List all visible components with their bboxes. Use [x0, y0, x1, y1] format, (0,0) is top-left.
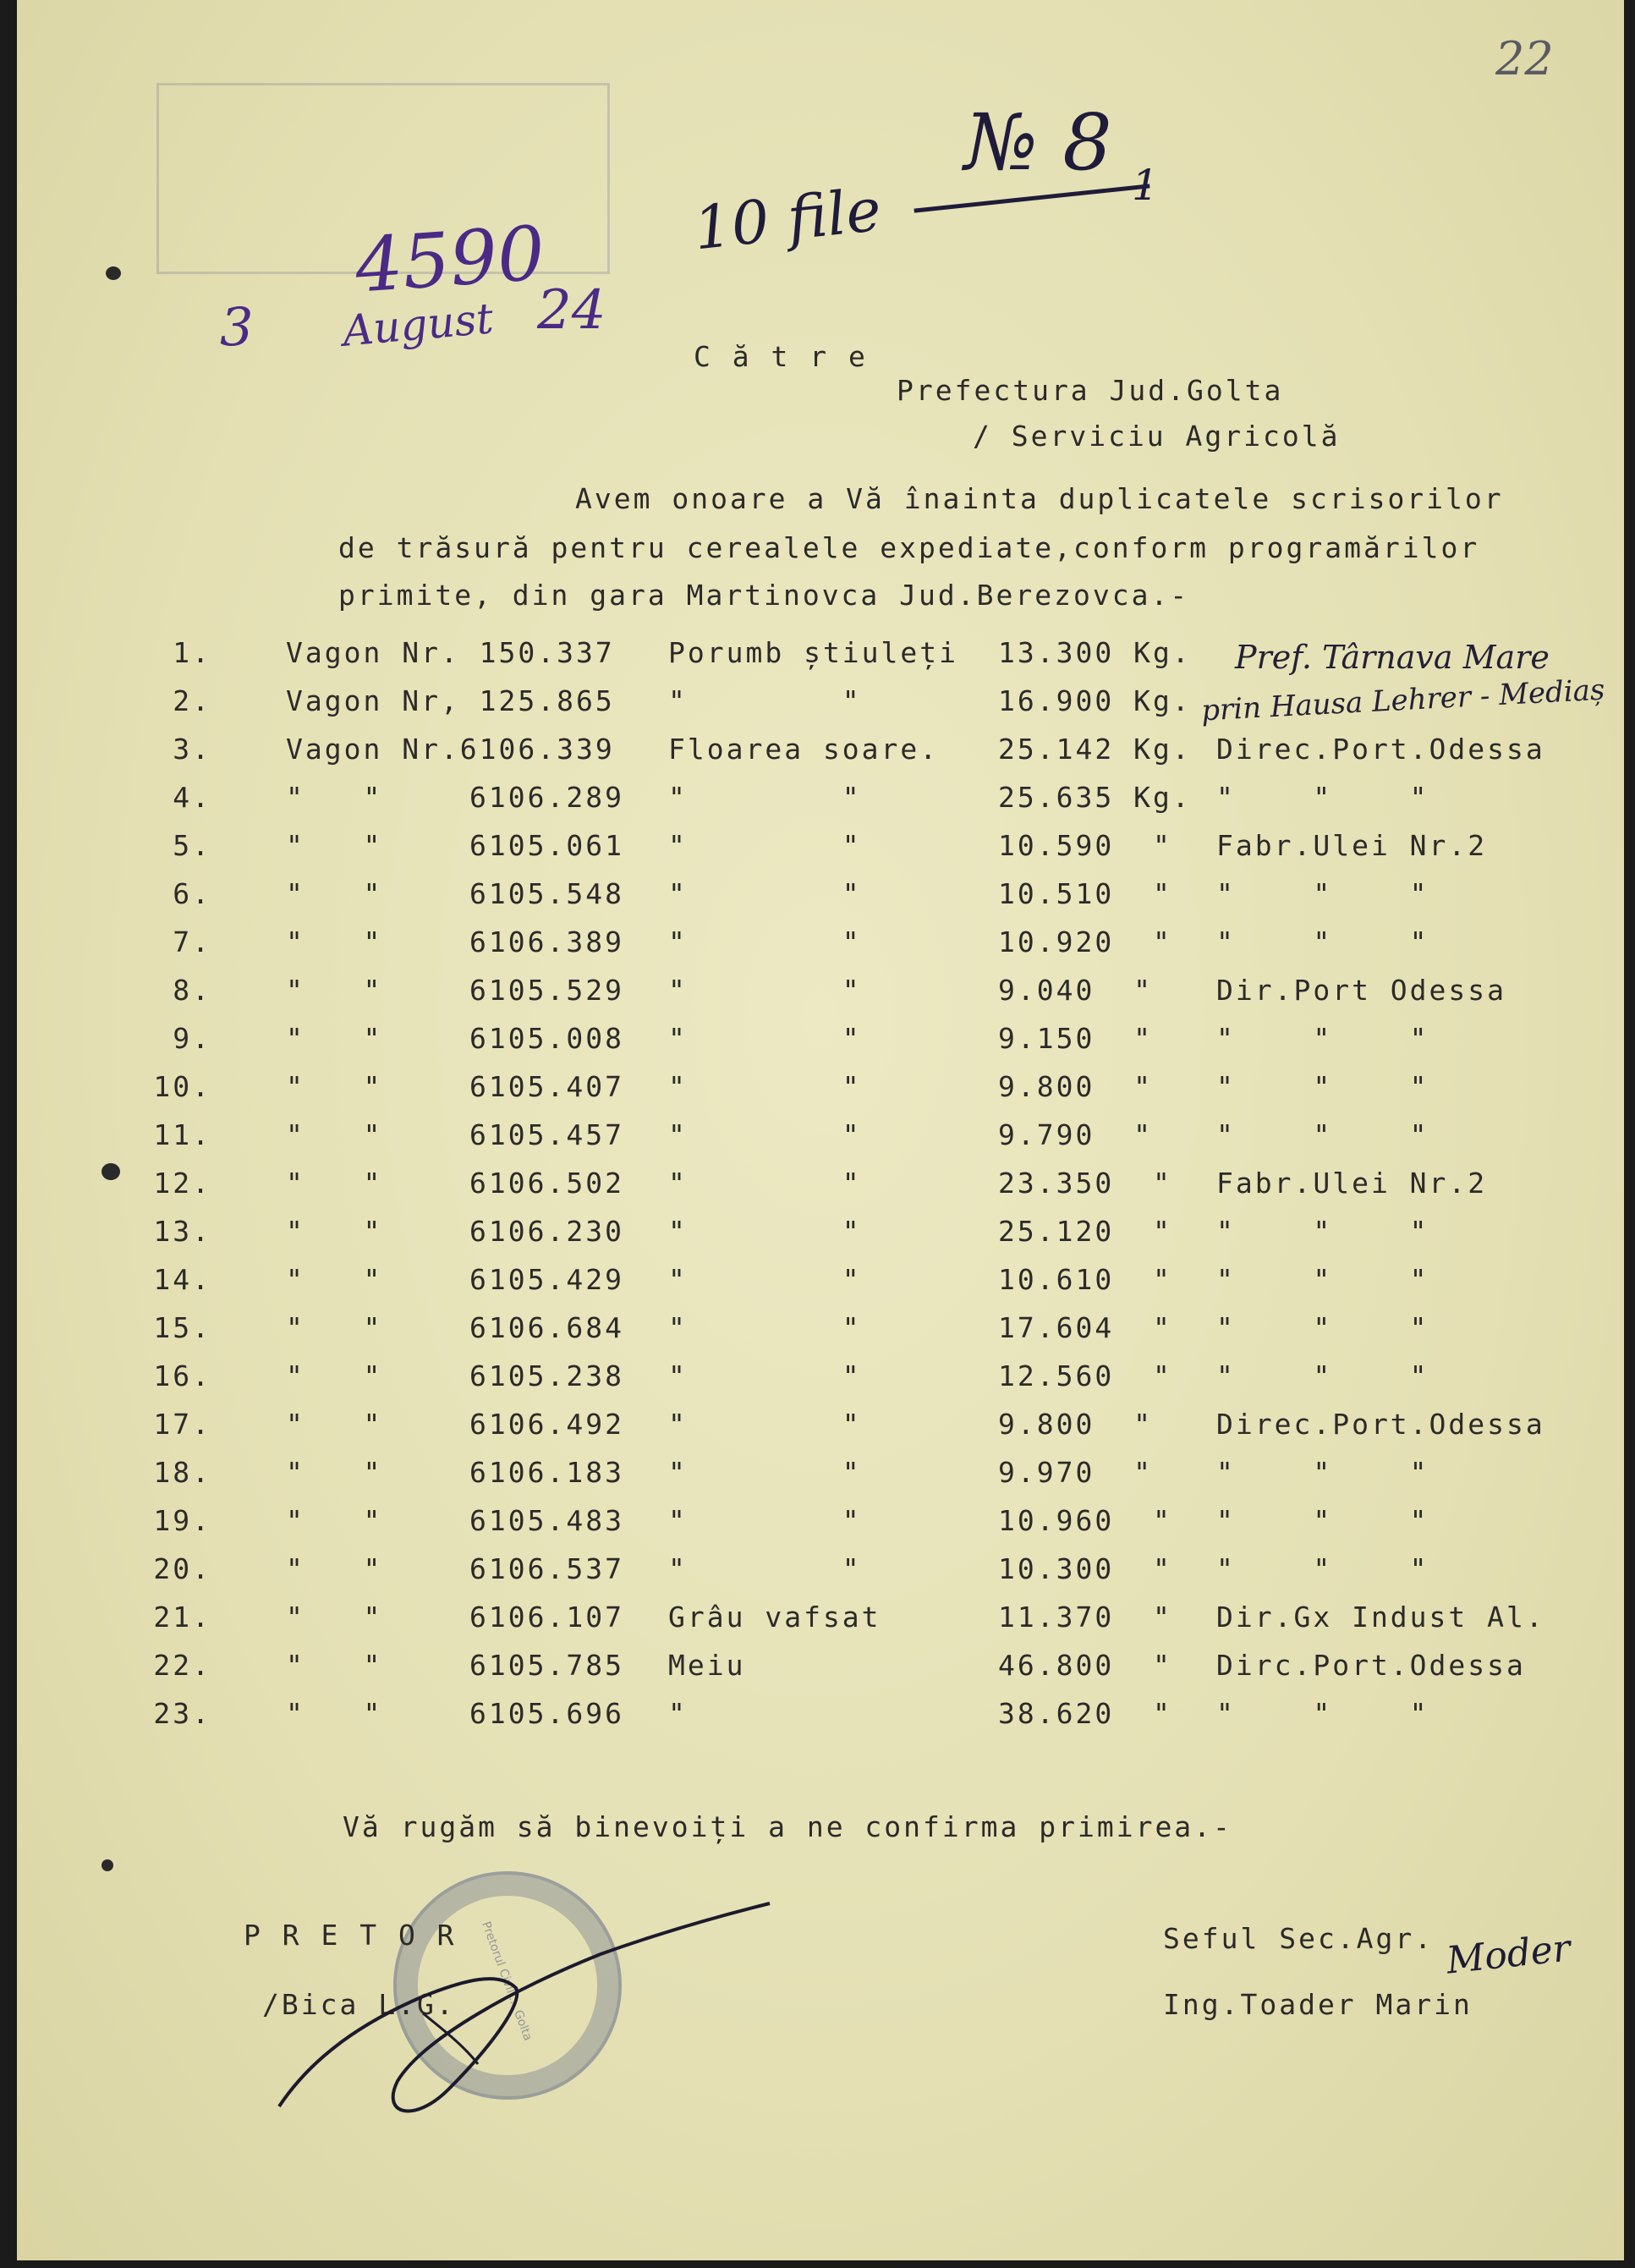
table-cell-vagon-nr: 6106.183	[469, 1456, 624, 1489]
table-cell-produs: " "	[668, 1456, 862, 1489]
table-cell-num: 6.	[173, 877, 211, 910]
registry-number: 4590	[352, 209, 548, 310]
table-cell-dest: Direc.Port.Odessa	[1216, 1408, 1545, 1441]
table-cell-num: 4.	[173, 781, 211, 814]
agriculture-chief-title: Seful Sec.Agr.	[1163, 1922, 1435, 1955]
table-cell-qty: 23.350 "	[998, 1167, 1172, 1200]
table-cell-vagon: " "	[286, 1649, 383, 1682]
table-cell-vagon: Vagon Nr.6106.339	[286, 733, 615, 766]
handwritten-destination-note-2: prin Hausa Lehrer - Mediaș	[1200, 673, 1606, 728]
table-cell-vagon: " "	[286, 1070, 383, 1103]
table-row	[17, 1649, 1624, 1696]
table-cell-num: 18.	[153, 1456, 211, 1489]
table-cell-dest: " " "	[1216, 1552, 1429, 1585]
shipments-table	[17, 636, 1624, 1744]
table-cell-produs: "	[668, 1697, 688, 1730]
table-cell-vagon-nr: 6105.548	[469, 877, 624, 910]
table-cell-vagon: " "	[286, 877, 383, 910]
punch-hole	[106, 266, 121, 280]
table-cell-num: 11.	[153, 1118, 211, 1151]
table-cell-qty: 17.604 "	[998, 1311, 1172, 1344]
table-cell-vagon: " "	[286, 1697, 383, 1730]
table-cell-vagon-nr: 6106.492	[469, 1408, 624, 1441]
table-row	[17, 1167, 1624, 1214]
table-cell-dest: " " "	[1216, 1118, 1429, 1151]
table-row	[17, 1601, 1624, 1648]
table-cell-num: 10.	[153, 1070, 211, 1103]
table-row	[17, 829, 1624, 876]
table-cell-qty: 11.370 "	[998, 1601, 1172, 1634]
table-cell-num: 14.	[153, 1263, 211, 1296]
table-cell-dest: " " "	[1216, 877, 1429, 910]
table-cell-dest: " " "	[1216, 1263, 1429, 1296]
intro-line-1: Avem onoare a Vă înainta duplicatele scrisorilor	[575, 482, 1504, 515]
table-cell-num: 9.	[173, 1022, 211, 1055]
table-cell-produs: " "	[668, 974, 862, 1007]
files-count-note: 10 file	[690, 174, 885, 264]
table-cell-produs: " "	[668, 1118, 862, 1151]
table-cell-vagon-nr: 6106.289	[469, 781, 624, 814]
file-number-note: № 8	[964, 97, 1112, 188]
table-cell-qty: 10.300 "	[998, 1552, 1172, 1585]
table-cell-vagon-nr: 6106.389	[469, 925, 624, 958]
document-page	[17, 0, 1624, 2260]
intro-line-3: primite, din gara Martinovca Jud.Berezovca.-	[338, 579, 1190, 612]
table-cell-qty: 12.560 "	[998, 1359, 1172, 1392]
table-cell-vagon: " "	[286, 1118, 383, 1151]
table-cell-num: 5.	[173, 829, 211, 862]
table-cell-dest: " " "	[1216, 781, 1429, 814]
one-note: 1	[1132, 161, 1159, 210]
table-row	[17, 1263, 1624, 1310]
table-cell-qty: 9.150 "	[998, 1022, 1153, 1055]
pretor-name: /Bica L.G.	[262, 1988, 456, 2021]
table-cell-produs: " "	[668, 1215, 862, 1248]
table-row	[17, 1311, 1624, 1359]
table-cell-produs: Meiu	[668, 1649, 746, 1682]
table-cell-vagon: " "	[286, 1504, 383, 1537]
table-cell-qty: 10.920 "	[998, 925, 1172, 958]
table-cell-vagon: " "	[286, 1359, 383, 1392]
table-cell-qty: 46.800 "	[998, 1649, 1172, 1682]
table-cell-vagon: " "	[286, 829, 383, 862]
table-cell-num: 16.	[153, 1359, 211, 1392]
registry-month: August	[340, 294, 496, 356]
table-cell-produs: " "	[668, 1552, 862, 1585]
table-cell-dest: " " "	[1216, 1359, 1429, 1392]
table-cell-qty: 9.040 "	[998, 974, 1153, 1007]
table-row	[17, 877, 1624, 925]
table-cell-vagon: " "	[286, 1167, 383, 1200]
table-cell-vagon: " "	[286, 1263, 383, 1296]
table-cell-vagon: " "	[286, 974, 383, 1007]
closing-sentence: Vă rugăm să binevoiți a ne confirma primirea.-	[343, 1810, 1232, 1843]
table-row	[17, 1697, 1624, 1744]
table-cell-qty: 10.610 "	[998, 1263, 1172, 1296]
table-cell-num: 12.	[153, 1167, 211, 1200]
table-cell-vagon-nr: 6105.483	[469, 1504, 624, 1537]
table-cell-dest: " " "	[1216, 1456, 1429, 1489]
table-cell-vagon: " "	[286, 1456, 383, 1489]
table-cell-dest: " " "	[1216, 1070, 1429, 1103]
table-row	[17, 733, 1624, 780]
table-cell-qty: 25.635 Kg.	[998, 781, 1192, 814]
table-cell-qty: 25.142 Kg.	[998, 733, 1192, 766]
table-row	[17, 1408, 1624, 1455]
table-cell-dest: " " "	[1216, 1504, 1429, 1537]
table-cell-qty: 9.790 "	[998, 1118, 1153, 1151]
table-cell-qty: 10.960 "	[998, 1504, 1172, 1537]
table-cell-produs: Porumb știuleți	[668, 636, 959, 669]
table-cell-vagon-nr: 6106.230	[469, 1215, 624, 1248]
underline-stroke	[914, 184, 1150, 212]
table-cell-produs: " "	[668, 1311, 862, 1344]
handwritten-destination-note-1: Pref. Târnava Mare	[1235, 639, 1550, 676]
table-cell-dest: " " "	[1216, 1215, 1429, 1248]
pretor-signature-scribble	[262, 1886, 787, 2140]
registry-year: 24	[537, 279, 606, 342]
table-cell-vagon-nr: 6105.785	[469, 1649, 624, 1682]
table-row	[17, 1070, 1624, 1118]
table-cell-vagon-nr: 6105.008	[469, 1022, 624, 1055]
table-cell-produs: Floarea soare.	[668, 733, 940, 766]
table-cell-vagon-nr: 6105.238	[469, 1359, 624, 1392]
table-cell-dest: " " "	[1216, 1311, 1429, 1344]
agriculture-chief-signature: Moder	[1444, 1926, 1573, 1983]
table-cell-qty: 38.620 "	[998, 1697, 1172, 1730]
table-cell-qty: 9.970 "	[998, 1456, 1153, 1489]
table-cell-produs: " "	[668, 1070, 862, 1103]
table-cell-produs: " "	[668, 1167, 862, 1200]
table-cell-vagon-nr: 6106.684	[469, 1311, 624, 1344]
recipient-line-2: / Serviciu Agricolă	[973, 420, 1341, 453]
table-cell-vagon: Vagon Nr. 150.337	[286, 636, 615, 669]
table-cell-produs: " "	[668, 1263, 862, 1296]
table-row	[17, 1504, 1624, 1551]
recipient-line-1: Prefectura Jud.Golta	[897, 374, 1284, 407]
table-cell-vagon-nr: 6105.457	[469, 1118, 624, 1151]
table-cell-produs: " "	[668, 829, 862, 862]
registry-day: 3	[220, 296, 254, 358]
table-cell-num: 15.	[153, 1311, 211, 1344]
table-cell-produs: " "	[668, 1359, 862, 1392]
table-cell-vagon: " "	[286, 1022, 383, 1055]
table-row	[17, 1022, 1624, 1069]
table-cell-num: 3.	[173, 733, 211, 766]
table-cell-num: 21.	[153, 1601, 211, 1634]
table-cell-produs: " "	[668, 1022, 862, 1055]
punch-hole	[102, 1859, 113, 1871]
table-row	[17, 1456, 1624, 1503]
table-row	[17, 1359, 1624, 1407]
table-row	[17, 1118, 1624, 1166]
table-row	[17, 925, 1624, 973]
table-cell-num: 1.	[173, 636, 211, 669]
table-cell-dest: Dir.Port Odessa	[1216, 974, 1507, 1007]
table-cell-produs: " "	[668, 925, 862, 958]
table-cell-num: 19.	[153, 1504, 211, 1537]
table-cell-qty: 9.800 "	[998, 1408, 1153, 1441]
table-cell-vagon-nr: 6105.696	[469, 1697, 624, 1730]
table-cell-num: 8.	[173, 974, 211, 1007]
table-cell-vagon-nr: 6105.061	[469, 829, 624, 862]
table-cell-qty: 9.800 "	[998, 1070, 1153, 1103]
table-cell-num: 22.	[153, 1649, 211, 1682]
table-cell-vagon-nr: 6106.502	[469, 1167, 624, 1200]
table-cell-qty: 10.590 "	[998, 829, 1172, 862]
table-cell-dest: " " "	[1216, 925, 1429, 958]
table-cell-dest: Fabr.Ulei Nr.2	[1216, 829, 1488, 862]
table-row	[17, 974, 1624, 1021]
table-cell-produs: " "	[668, 684, 862, 717]
table-cell-dest: " " "	[1216, 1022, 1429, 1055]
table-cell-vagon: " "	[286, 925, 383, 958]
table-cell-num: 13.	[153, 1215, 211, 1248]
table-cell-qty: 10.510 "	[998, 877, 1172, 910]
table-row	[17, 1215, 1624, 1262]
table-cell-qty: 25.120 "	[998, 1215, 1172, 1248]
table-cell-num: 2.	[173, 684, 211, 717]
table-cell-dest: Fabr.Ulei Nr.2	[1216, 1167, 1488, 1200]
table-cell-vagon: " "	[286, 1215, 383, 1248]
table-row	[17, 781, 1624, 828]
table-cell-vagon-nr: 6105.429	[469, 1263, 624, 1296]
page-number: 22	[1495, 32, 1554, 85]
table-cell-produs: Grâu vafsat	[668, 1601, 881, 1634]
table-cell-vagon-nr: 6106.537	[469, 1552, 624, 1585]
table-cell-dest: Dirc.Port.Odessa	[1216, 1649, 1526, 1682]
table-cell-qty: 16.900 Kg.	[998, 684, 1192, 717]
table-cell-vagon-nr: 6105.529	[469, 974, 624, 1007]
agriculture-chief-name: Ing.Toader Marin	[1163, 1988, 1473, 2021]
table-cell-dest: Direc.Port.Odessa	[1216, 733, 1545, 766]
recipient-label: C ă t r e	[694, 340, 868, 373]
table-cell-num: 17.	[153, 1408, 211, 1441]
table-cell-num: 23.	[153, 1697, 211, 1730]
stamp-text: Pretorul Civil ... Golta	[479, 1919, 535, 2043]
table-cell-produs: " "	[668, 1504, 862, 1537]
table-cell-vagon-nr: 6105.407	[469, 1070, 624, 1103]
intro-line-2: de trăsură pentru cerealele expediate,conform programărilor	[338, 531, 1480, 564]
table-cell-vagon: " "	[286, 1601, 383, 1634]
table-cell-produs: " "	[668, 1408, 862, 1441]
table-cell-vagon-nr: 6106.107	[469, 1601, 624, 1634]
table-cell-dest: Dir.Gx Indust Al.	[1216, 1601, 1545, 1634]
table-cell-vagon: " "	[286, 1408, 383, 1441]
table-cell-num: 20.	[153, 1552, 211, 1585]
table-cell-dest: " " "	[1216, 1697, 1429, 1730]
pretor-title: P R E T O R	[244, 1919, 457, 1952]
table-cell-produs: " "	[668, 877, 862, 910]
table-cell-vagon: " "	[286, 781, 383, 814]
table-cell-vagon: " "	[286, 1552, 383, 1585]
table-cell-produs: " "	[668, 781, 862, 814]
table-cell-num: 7.	[173, 925, 211, 958]
table-cell-vagon: " "	[286, 1311, 383, 1344]
table-cell-qty: 13.300 Kg.	[998, 636, 1192, 669]
table-row	[17, 1552, 1624, 1600]
table-cell-vagon: Vagon Nr, 125.865	[286, 684, 615, 717]
